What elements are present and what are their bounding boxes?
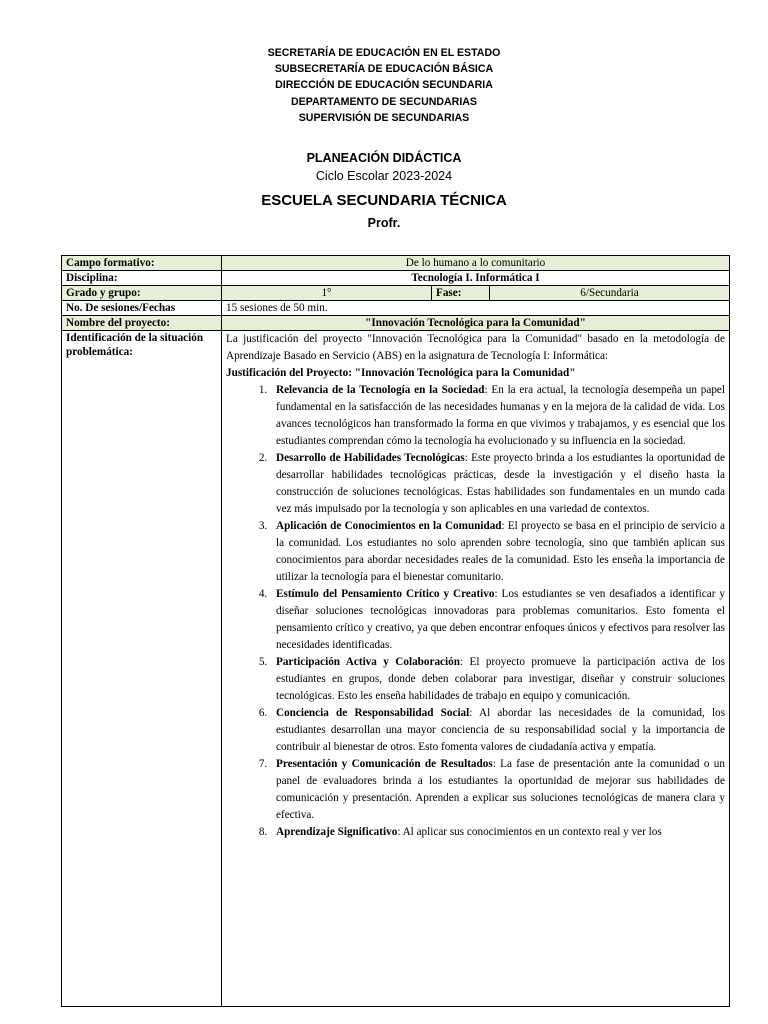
list-item <box>270 518 725 586</box>
school-name: ESCUELA SECUNDARIA TÉCNICA <box>261 192 507 209</box>
campo-label: Campo formativo: <box>62 256 222 271</box>
point-title: Presentación y Comunicación de Resultados <box>276 758 493 770</box>
row-sesiones <box>62 301 730 316</box>
situacion-label: Identificación de la situación problemática: <box>62 331 222 1007</box>
document-title: PLANEACIÓN DIDÁCTICA <box>306 151 462 165</box>
intro-paragraph: La justificación del proyecto "Innovación Tecnológica para la Comunidad" basado en la metodología de Aprendizaje Basado en Servicio (ABS) en la asignatura de Tecnología I: Informática: <box>226 333 725 362</box>
org-line-subsecretaria: SUBSECRETARÍA DE EDUCACIÓN BÁSICA <box>274 63 494 76</box>
school-cycle: Ciclo Escolar 2023-2024 <box>315 169 453 183</box>
grado-value: 1° <box>222 286 432 301</box>
row-grado-fase <box>62 286 730 301</box>
point-text: : El proyecto promueve la participación activa de los estudiantes en grupos, donde deben colaborar para investigar, diseñar y construir soluciones tecnológicas. Esto les enseña habilidades de trabajo en equipo y comunicación. <box>276 656 726 702</box>
sesiones-label: No. De sesiones/Fechas <box>62 301 222 316</box>
justification-heading: Justificación del Proyecto: "Innovación Tecnológica para la Comunidad" <box>226 367 576 379</box>
point-title: Estímulo del Pensamiento Crítico y Creativo <box>276 588 495 600</box>
row-proyecto <box>62 316 730 331</box>
list-item <box>270 382 725 450</box>
teacher-label: Profr. <box>367 216 401 230</box>
org-line-secretaria: SECRETARÍA DE EDUCACIÓN EN EL ESTADO <box>267 47 501 59</box>
list-item <box>270 586 725 654</box>
org-line-direccion: DIRECCIÓN DE EDUCACIÓN SECUNDARIA <box>275 79 493 92</box>
point-text: : La fase de presentación ante la comunidad o un panel de evaluadores brinda a los estudiantes la oportunidad de mejorar sus habilidades de comunicación y presentación. Aprenden a explicar sus soluciones tecnológicas de manera clara y efectiva. <box>276 758 725 821</box>
proyecto-value: "Innovación Tecnológica para la Comunidad" <box>222 316 730 331</box>
situacion-content <box>222 331 730 1007</box>
justification-list <box>226 382 725 841</box>
point-text: : Al abordar las necesidades de la comunidad, los estudiantes desarrollan una mayor conciencia de su responsabilidad social y la importancia de contribuir al bienestar de otros. Esto fomenta valores de ciudadanía activa y empatía. <box>276 707 725 753</box>
point-title: Desarrollo de Habilidades Tecnológicas <box>276 452 465 464</box>
point-title: Participación Activa y Colaboración <box>276 656 460 668</box>
sesiones-value: 15 sesiones de 50 min. <box>222 301 730 316</box>
point-text: : Este proyecto brinda a los estudiantes la oportunidad de desarrollar habilidades tecnológicas prácticas, desde la investigación y el diseño hasta la construcción de soluciones tecnológicas. Estas habilidades son fundamentales en un mundo cada vez más impulsado por la tecnología y son aplicables en una variedad de contextos. <box>276 452 725 515</box>
row-situacion-problematica <box>62 331 730 1007</box>
disciplina-value: Tecnología I. Informática I <box>222 271 730 286</box>
fase-value: 6/Secundaria <box>490 286 730 301</box>
point-title: Relevancia de la Tecnología en la Sociedad <box>276 384 485 396</box>
point-title: Aprendizaje Significativo <box>276 826 398 838</box>
org-line-departamento: DEPARTAMENTO DE SECUNDARIAS <box>291 95 477 108</box>
list-item <box>270 654 725 705</box>
point-title: Aplicación de Conocimientos en la Comunidad <box>276 520 502 532</box>
list-item <box>270 450 725 518</box>
campo-value: De lo humano a lo comunitario <box>222 256 730 271</box>
grado-label: Grado y grupo: <box>62 286 222 301</box>
point-text: : El proyecto se basa en el principio de servicio a la comunidad. Los estudiantes no solo aprenden sobre tecnología, sino que también aplican sus conocimientos para abordar necesidades reales de la comunidad. Esto les enseña la importancia de utilizar la tecnología para el bienestar comunitario. <box>276 520 725 583</box>
proyecto-label: Nombre del proyecto: <box>62 316 222 331</box>
point-text: : Al aplicar sus conocimientos en un contexto real y ver los <box>397 826 662 838</box>
list-item <box>270 824 725 841</box>
row-campo-formativo <box>62 256 730 271</box>
fase-label: Fase: <box>432 286 490 301</box>
org-line-supervision: SUPERVISIÓN DE SECUNDARIAS <box>298 111 470 124</box>
list-item <box>270 705 725 756</box>
point-title: Conciencia de Responsabilidad Social <box>276 707 470 719</box>
list-item <box>270 756 725 824</box>
disciplina-label: Disciplina: <box>62 271 222 286</box>
point-text: : Los estudiantes se ven desafiados a identificar y diseñar soluciones tecnológicas innovadoras para problemas comunitarios. Esto fomenta el pensamiento crítico y creativo, ya que deben encontrar enfoques únicos y efectivos para resolver las necesidades identificadas. <box>276 588 725 651</box>
point-text: : En la era actual, la tecnología desempeña un papel fundamental en la satisfacción de las necesidades humanas y en la mejora de la calidad de vida. Los avances tecnológicos han transformado la forma en que vivimos y trabajamos, y es esencial que los estudiantes comprendan cómo la tecnología ha evolucionado y su influencia en la sociedad. <box>276 384 725 447</box>
planning-table <box>61 255 730 1007</box>
row-disciplina <box>62 271 730 286</box>
organization-header <box>0 45 768 126</box>
